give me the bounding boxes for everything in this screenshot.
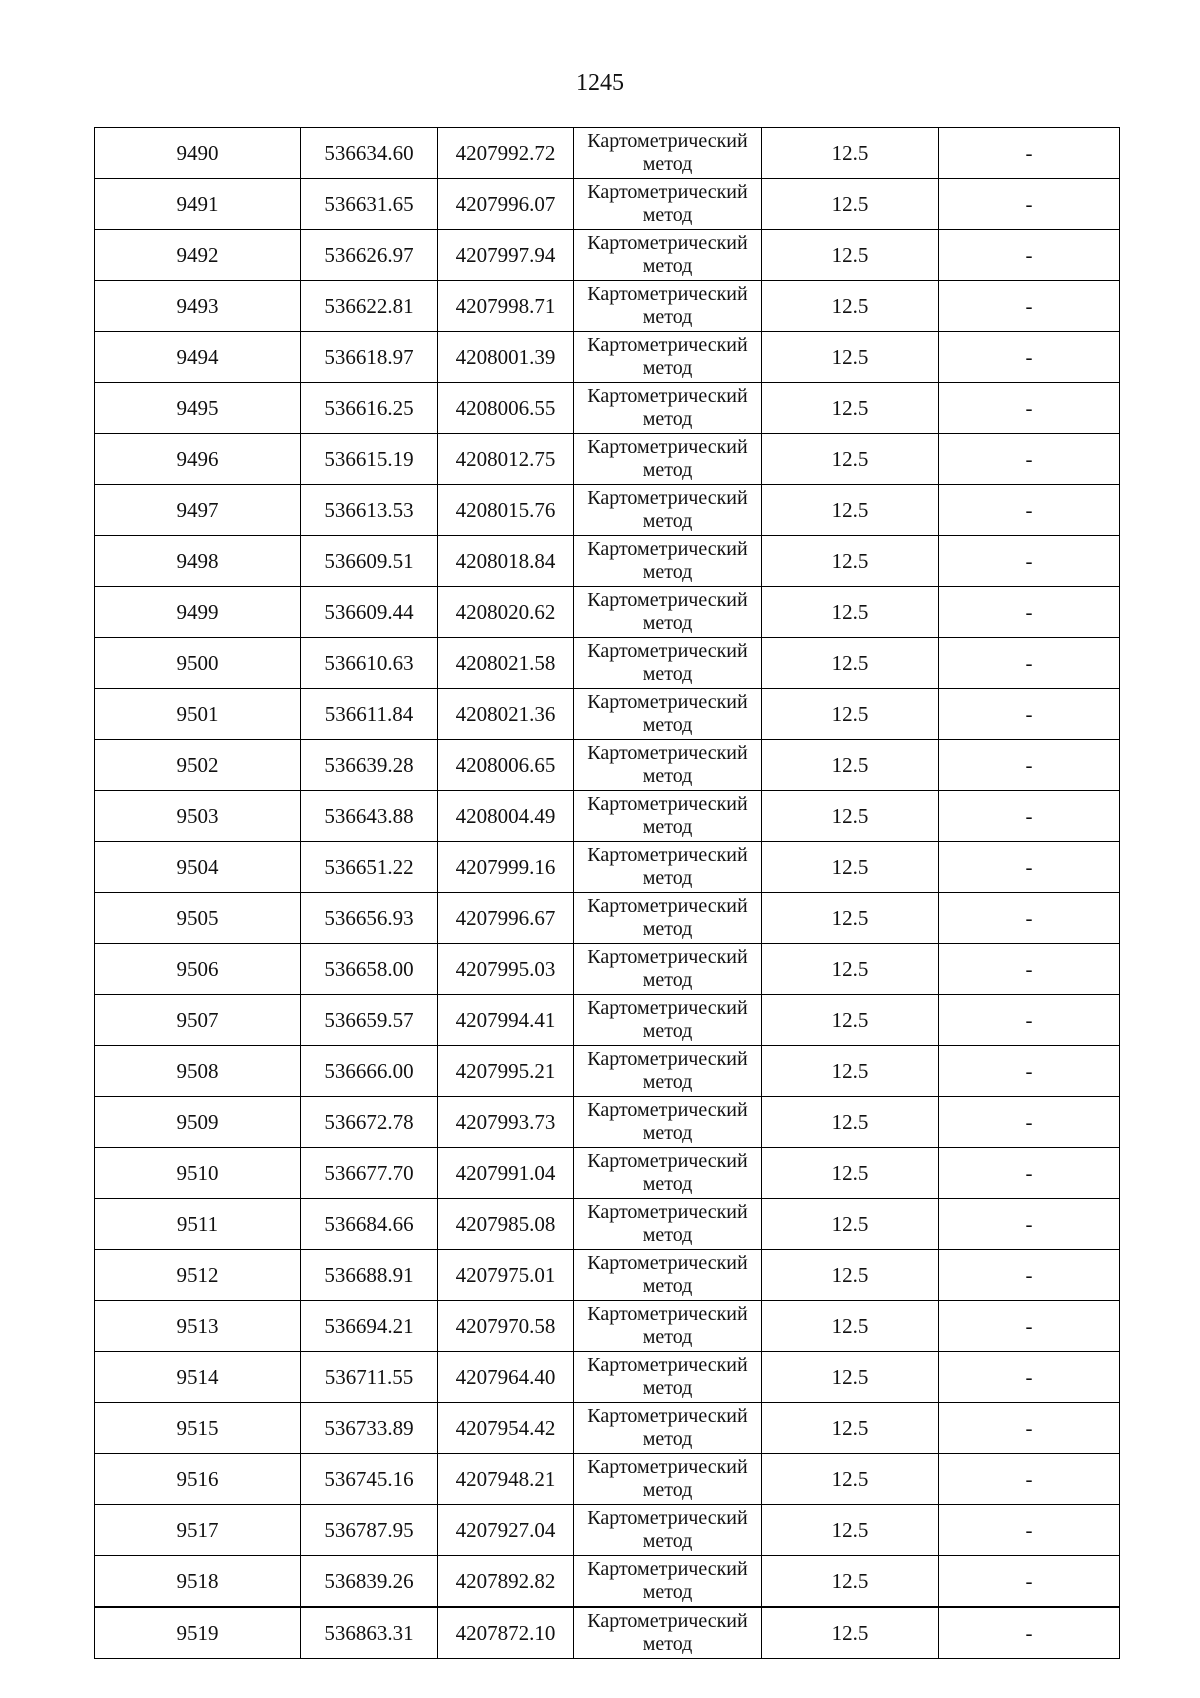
x-coordinate-cell: 536611.84 (301, 689, 438, 740)
table-row (95, 944, 1120, 995)
accuracy-cell: 12.5 (762, 791, 939, 842)
y-coordinate-cell: 4207998.71 (438, 281, 574, 332)
point-number-cell: 9496 (95, 434, 301, 485)
y-coordinate-cell: 4207975.01 (438, 1250, 574, 1301)
table-row (95, 1301, 1120, 1352)
accuracy-cell: 12.5 (762, 689, 939, 740)
accuracy-cell: 12.5 (762, 1250, 939, 1301)
table-row (95, 1097, 1120, 1148)
point-number-cell: 9499 (95, 587, 301, 638)
y-coordinate-cell: 4207991.04 (438, 1148, 574, 1199)
point-number-cell: 9513 (95, 1301, 301, 1352)
method-cell: Картометрический метод (574, 1352, 762, 1403)
y-coordinate-cell: 4207996.07 (438, 179, 574, 230)
table-row (95, 332, 1120, 383)
note-cell: - (939, 383, 1120, 434)
accuracy-cell: 12.5 (762, 1454, 939, 1505)
table-body (95, 128, 1120, 1659)
x-coordinate-cell: 536839.26 (301, 1556, 438, 1608)
y-coordinate-cell: 4207994.41 (438, 995, 574, 1046)
note-cell: - (939, 740, 1120, 791)
point-number-cell: 9491 (95, 179, 301, 230)
method-cell: Картометрический метод (574, 536, 762, 587)
point-number-cell: 9502 (95, 740, 301, 791)
table-row (95, 1454, 1120, 1505)
x-coordinate-cell: 536745.16 (301, 1454, 438, 1505)
point-number-cell: 9507 (95, 995, 301, 1046)
point-number-cell: 9509 (95, 1097, 301, 1148)
point-number-cell: 9497 (95, 485, 301, 536)
point-number-cell: 9504 (95, 842, 301, 893)
y-coordinate-cell: 4207872.10 (438, 1607, 574, 1659)
method-cell: Картометрический метод (574, 740, 762, 791)
y-coordinate-cell: 4208020.62 (438, 587, 574, 638)
note-cell: - (939, 587, 1120, 638)
table-row (95, 1352, 1120, 1403)
method-cell: Картометрический метод (574, 128, 762, 179)
point-number-cell: 9498 (95, 536, 301, 587)
accuracy-cell: 12.5 (762, 893, 939, 944)
point-number-cell: 9514 (95, 1352, 301, 1403)
note-cell: - (939, 1352, 1120, 1403)
accuracy-cell: 12.5 (762, 1505, 939, 1556)
accuracy-cell: 12.5 (762, 332, 939, 383)
y-coordinate-cell: 4207995.21 (438, 1046, 574, 1097)
note-cell: - (939, 1097, 1120, 1148)
note-cell: - (939, 1148, 1120, 1199)
accuracy-cell: 12.5 (762, 230, 939, 281)
accuracy-cell: 12.5 (762, 740, 939, 791)
note-cell: - (939, 281, 1120, 332)
point-number-cell: 9500 (95, 638, 301, 689)
accuracy-cell: 12.5 (762, 1148, 939, 1199)
method-cell: Картометрический метод (574, 1556, 762, 1608)
table-row (95, 1556, 1120, 1608)
method-cell: Картометрический метод (574, 689, 762, 740)
note-cell: - (939, 689, 1120, 740)
note-cell: - (939, 536, 1120, 587)
accuracy-cell: 12.5 (762, 638, 939, 689)
x-coordinate-cell: 536618.97 (301, 332, 438, 383)
x-coordinate-cell: 536677.70 (301, 1148, 438, 1199)
note-cell: - (939, 1199, 1120, 1250)
accuracy-cell: 12.5 (762, 842, 939, 893)
method-cell: Картометрический метод (574, 1403, 762, 1454)
point-number-cell: 9490 (95, 128, 301, 179)
accuracy-cell: 12.5 (762, 128, 939, 179)
y-coordinate-cell: 4208015.76 (438, 485, 574, 536)
table-row (95, 536, 1120, 587)
note-cell: - (939, 128, 1120, 179)
point-number-cell: 9494 (95, 332, 301, 383)
point-number-cell: 9493 (95, 281, 301, 332)
point-number-cell: 9511 (95, 1199, 301, 1250)
method-cell: Картометрический метод (574, 587, 762, 638)
note-cell: - (939, 1454, 1120, 1505)
point-number-cell: 9512 (95, 1250, 301, 1301)
table-row (95, 842, 1120, 893)
x-coordinate-cell: 536711.55 (301, 1352, 438, 1403)
table-row (95, 179, 1120, 230)
method-cell: Картометрический метод (574, 230, 762, 281)
table-row (95, 434, 1120, 485)
accuracy-cell: 12.5 (762, 383, 939, 434)
note-cell: - (939, 1250, 1120, 1301)
accuracy-cell: 12.5 (762, 1607, 939, 1659)
x-coordinate-cell: 536684.66 (301, 1199, 438, 1250)
y-coordinate-cell: 4207892.82 (438, 1556, 574, 1608)
accuracy-cell: 12.5 (762, 1046, 939, 1097)
method-cell: Картометрический метод (574, 1148, 762, 1199)
y-coordinate-cell: 4207992.72 (438, 128, 574, 179)
x-coordinate-cell: 536863.31 (301, 1607, 438, 1659)
table-row (95, 893, 1120, 944)
method-cell: Картометрический метод (574, 1505, 762, 1556)
point-number-cell: 9515 (95, 1403, 301, 1454)
method-cell: Картометрический метод (574, 1301, 762, 1352)
y-coordinate-cell: 4208012.75 (438, 434, 574, 485)
x-coordinate-cell: 536639.28 (301, 740, 438, 791)
accuracy-cell: 12.5 (762, 434, 939, 485)
table-row (95, 383, 1120, 434)
method-cell: Картометрический метод (574, 638, 762, 689)
point-number-cell: 9518 (95, 1556, 301, 1608)
x-coordinate-cell: 536643.88 (301, 791, 438, 842)
note-cell: - (939, 791, 1120, 842)
x-coordinate-cell: 536787.95 (301, 1505, 438, 1556)
y-coordinate-cell: 4207948.21 (438, 1454, 574, 1505)
point-number-cell: 9501 (95, 689, 301, 740)
table-row (95, 1607, 1120, 1659)
table-row (95, 1505, 1120, 1556)
table-row (95, 128, 1120, 179)
x-coordinate-cell: 536672.78 (301, 1097, 438, 1148)
y-coordinate-cell: 4207997.94 (438, 230, 574, 281)
y-coordinate-cell: 4207927.04 (438, 1505, 574, 1556)
coordinates-table (94, 127, 1120, 1659)
point-number-cell: 9517 (95, 1505, 301, 1556)
accuracy-cell: 12.5 (762, 1097, 939, 1148)
point-number-cell: 9503 (95, 791, 301, 842)
y-coordinate-cell: 4208018.84 (438, 536, 574, 587)
accuracy-cell: 12.5 (762, 1199, 939, 1250)
table-row (95, 1199, 1120, 1250)
x-coordinate-cell: 536609.51 (301, 536, 438, 587)
x-coordinate-cell: 536694.21 (301, 1301, 438, 1352)
method-cell: Картометрический метод (574, 485, 762, 536)
accuracy-cell: 12.5 (762, 944, 939, 995)
page-number: 1245 (576, 70, 624, 96)
x-coordinate-cell: 536666.00 (301, 1046, 438, 1097)
method-cell: Картометрический метод (574, 1097, 762, 1148)
table-row (95, 1250, 1120, 1301)
x-coordinate-cell: 536615.19 (301, 434, 438, 485)
y-coordinate-cell: 4207970.58 (438, 1301, 574, 1352)
y-coordinate-cell: 4207999.16 (438, 842, 574, 893)
accuracy-cell: 12.5 (762, 1556, 939, 1608)
y-coordinate-cell: 4207995.03 (438, 944, 574, 995)
note-cell: - (939, 230, 1120, 281)
table-row (95, 485, 1120, 536)
note-cell: - (939, 434, 1120, 485)
x-coordinate-cell: 536656.93 (301, 893, 438, 944)
table-row (95, 1148, 1120, 1199)
y-coordinate-cell: 4207954.42 (438, 1403, 574, 1454)
y-coordinate-cell: 4208001.39 (438, 332, 574, 383)
accuracy-cell: 12.5 (762, 281, 939, 332)
x-coordinate-cell: 536610.63 (301, 638, 438, 689)
accuracy-cell: 12.5 (762, 485, 939, 536)
point-number-cell: 9516 (95, 1454, 301, 1505)
point-number-cell: 9492 (95, 230, 301, 281)
x-coordinate-cell: 536622.81 (301, 281, 438, 332)
y-coordinate-cell: 4208006.55 (438, 383, 574, 434)
point-number-cell: 9519 (95, 1607, 301, 1659)
method-cell: Картометрический метод (574, 1607, 762, 1659)
y-coordinate-cell: 4208021.36 (438, 689, 574, 740)
accuracy-cell: 12.5 (762, 179, 939, 230)
x-coordinate-cell: 536634.60 (301, 128, 438, 179)
method-cell: Картометрический метод (574, 383, 762, 434)
y-coordinate-cell: 4208006.65 (438, 740, 574, 791)
note-cell: - (939, 995, 1120, 1046)
note-cell: - (939, 638, 1120, 689)
table-row (95, 1403, 1120, 1454)
x-coordinate-cell: 536733.89 (301, 1403, 438, 1454)
accuracy-cell: 12.5 (762, 1301, 939, 1352)
method-cell: Картометрический метод (574, 1454, 762, 1505)
point-number-cell: 9495 (95, 383, 301, 434)
accuracy-cell: 12.5 (762, 995, 939, 1046)
table-row (95, 791, 1120, 842)
point-number-cell: 9506 (95, 944, 301, 995)
table-row (95, 740, 1120, 791)
y-coordinate-cell: 4207964.40 (438, 1352, 574, 1403)
note-cell: - (939, 485, 1120, 536)
method-cell: Картометрический метод (574, 1199, 762, 1250)
method-cell: Картометрический метод (574, 281, 762, 332)
x-coordinate-cell: 536688.91 (301, 1250, 438, 1301)
note-cell: - (939, 1403, 1120, 1454)
x-coordinate-cell: 536631.65 (301, 179, 438, 230)
method-cell: Картометрический метод (574, 332, 762, 383)
x-coordinate-cell: 536626.97 (301, 230, 438, 281)
note-cell: - (939, 1046, 1120, 1097)
accuracy-cell: 12.5 (762, 587, 939, 638)
x-coordinate-cell: 536616.25 (301, 383, 438, 434)
method-cell: Картометрический метод (574, 944, 762, 995)
point-number-cell: 9508 (95, 1046, 301, 1097)
table-row (95, 995, 1120, 1046)
table-row (95, 1046, 1120, 1097)
method-cell: Картометрический метод (574, 1250, 762, 1301)
point-number-cell: 9510 (95, 1148, 301, 1199)
x-coordinate-cell: 536658.00 (301, 944, 438, 995)
note-cell: - (939, 893, 1120, 944)
accuracy-cell: 12.5 (762, 536, 939, 587)
table-row (95, 587, 1120, 638)
note-cell: - (939, 1556, 1120, 1608)
y-coordinate-cell: 4207985.08 (438, 1199, 574, 1250)
accuracy-cell: 12.5 (762, 1403, 939, 1454)
x-coordinate-cell: 536651.22 (301, 842, 438, 893)
note-cell: - (939, 1607, 1120, 1659)
y-coordinate-cell: 4207993.73 (438, 1097, 574, 1148)
y-coordinate-cell: 4208021.58 (438, 638, 574, 689)
note-cell: - (939, 1301, 1120, 1352)
point-number-cell: 9505 (95, 893, 301, 944)
method-cell: Картометрический метод (574, 1046, 762, 1097)
x-coordinate-cell: 536613.53 (301, 485, 438, 536)
table-row (95, 689, 1120, 740)
method-cell: Картометрический метод (574, 842, 762, 893)
method-cell: Картометрический метод (574, 179, 762, 230)
note-cell: - (939, 179, 1120, 230)
method-cell: Картометрический метод (574, 995, 762, 1046)
table-row (95, 281, 1120, 332)
table-row (95, 230, 1120, 281)
note-cell: - (939, 944, 1120, 995)
table-row (95, 638, 1120, 689)
note-cell: - (939, 1505, 1120, 1556)
method-cell: Картометрический метод (574, 893, 762, 944)
note-cell: - (939, 332, 1120, 383)
accuracy-cell: 12.5 (762, 1352, 939, 1403)
y-coordinate-cell: 4208004.49 (438, 791, 574, 842)
method-cell: Картометрический метод (574, 434, 762, 485)
x-coordinate-cell: 536609.44 (301, 587, 438, 638)
method-cell: Картометрический метод (574, 791, 762, 842)
note-cell: - (939, 842, 1120, 893)
y-coordinate-cell: 4207996.67 (438, 893, 574, 944)
x-coordinate-cell: 536659.57 (301, 995, 438, 1046)
